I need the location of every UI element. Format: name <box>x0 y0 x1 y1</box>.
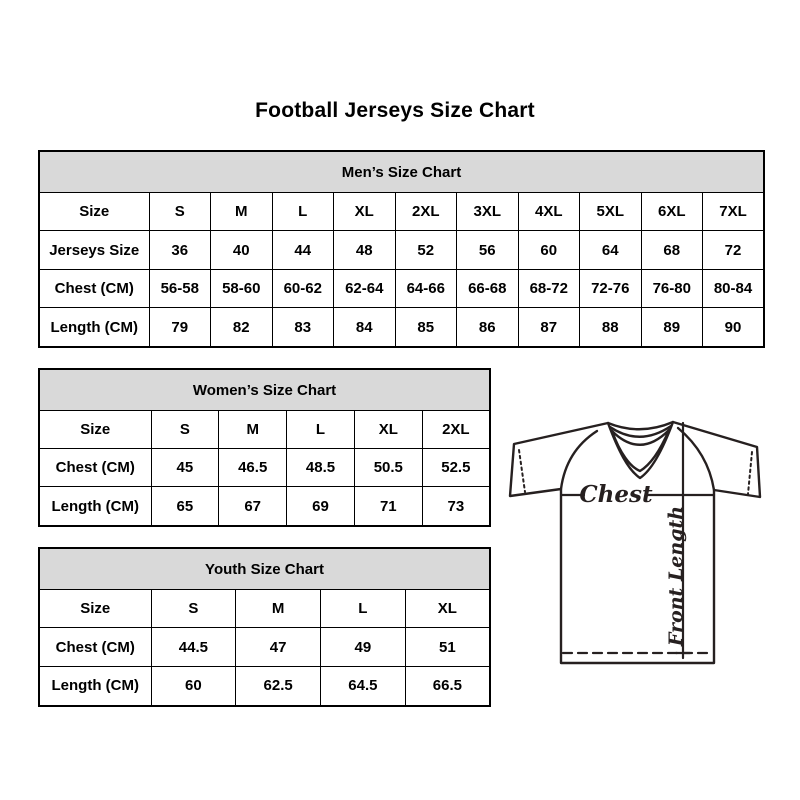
table-section-title: Women’s Size Chart <box>39 369 490 411</box>
value-cell: 49 <box>321 628 406 666</box>
table-section-title: Men’s Size Chart <box>39 151 764 193</box>
value-cell: 46.5 <box>219 449 287 487</box>
row-header-cell: Length (CM) <box>39 487 151 526</box>
value-cell: 45 <box>151 449 219 487</box>
value-cell: 7XL <box>703 193 765 231</box>
value-cell: 68 <box>641 231 703 269</box>
value-cell: 52 <box>395 231 457 269</box>
value-cell: 50.5 <box>354 449 422 487</box>
row-header-cell: Size <box>39 411 151 449</box>
value-cell: 40 <box>211 231 273 269</box>
table-row <box>39 449 490 487</box>
value-cell: 88 <box>580 308 642 347</box>
jersey-measurement-diagram <box>500 413 780 673</box>
value-cell: 89 <box>641 308 703 347</box>
row-header-cell: Chest (CM) <box>39 269 149 307</box>
value-cell: 62-64 <box>334 269 396 307</box>
table-row <box>39 411 490 449</box>
row-header-cell: Size <box>39 590 151 628</box>
front-length-label: Front Length <box>665 505 687 647</box>
value-cell: 51 <box>405 628 490 666</box>
row-header-cell: Length (CM) <box>39 666 151 706</box>
value-cell: 52.5 <box>422 449 490 487</box>
value-cell: 2XL <box>395 193 457 231</box>
page-title: Football Jerseys Size Chart <box>255 99 535 122</box>
row-header-cell: Size <box>39 193 149 231</box>
table-row <box>39 269 764 307</box>
value-cell: 48.5 <box>287 449 355 487</box>
youth-size-table <box>38 547 491 707</box>
value-cell: M <box>236 590 321 628</box>
value-cell: 66-68 <box>457 269 519 307</box>
row-header-cell: Jerseys Size <box>39 231 149 269</box>
table-section-title: Youth Size Chart <box>39 548 490 590</box>
value-cell: S <box>151 411 219 449</box>
value-cell: 84 <box>334 308 396 347</box>
table-row <box>39 628 490 666</box>
value-cell: 6XL <box>641 193 703 231</box>
value-cell: 65 <box>151 487 219 526</box>
value-cell: 87 <box>518 308 580 347</box>
value-cell: 62.5 <box>236 666 321 706</box>
table-row <box>39 487 490 526</box>
value-cell: XL <box>354 411 422 449</box>
row-header-cell: Chest (CM) <box>39 628 151 666</box>
value-cell: M <box>211 193 273 231</box>
value-cell: 64-66 <box>395 269 457 307</box>
value-cell: 60 <box>151 666 236 706</box>
jersey-outline <box>510 422 760 663</box>
value-cell: 64.5 <box>321 666 406 706</box>
value-cell: 66.5 <box>405 666 490 706</box>
value-cell: 68-72 <box>518 269 580 307</box>
value-cell: 72-76 <box>580 269 642 307</box>
table-row <box>39 193 764 231</box>
chest-label: Chest <box>579 481 653 508</box>
value-cell: 44.5 <box>151 628 236 666</box>
value-cell: 69 <box>287 487 355 526</box>
mens-size-table <box>38 150 765 348</box>
value-cell: 60-62 <box>272 269 334 307</box>
value-cell: 83 <box>272 308 334 347</box>
value-cell: 67 <box>219 487 287 526</box>
value-cell: 36 <box>149 231 211 269</box>
value-cell: 48 <box>334 231 396 269</box>
value-cell: 58-60 <box>211 269 273 307</box>
value-cell: 72 <box>703 231 765 269</box>
table-row <box>39 666 490 706</box>
value-cell: 73 <box>422 487 490 526</box>
value-cell: 90 <box>703 308 765 347</box>
value-cell: XL <box>334 193 396 231</box>
value-cell: 5XL <box>580 193 642 231</box>
value-cell: S <box>149 193 211 231</box>
table-row <box>39 231 764 269</box>
value-cell: 82 <box>211 308 273 347</box>
womens-size-table <box>38 368 491 527</box>
value-cell: 85 <box>395 308 457 347</box>
value-cell: 76-80 <box>641 269 703 307</box>
value-cell: XL <box>405 590 490 628</box>
value-cell: 79 <box>149 308 211 347</box>
row-header-cell: Chest (CM) <box>39 449 151 487</box>
value-cell: L <box>321 590 406 628</box>
value-cell: 3XL <box>457 193 519 231</box>
value-cell: 2XL <box>422 411 490 449</box>
value-cell: 56 <box>457 231 519 269</box>
row-header-cell: Length (CM) <box>39 308 149 347</box>
value-cell: 71 <box>354 487 422 526</box>
jersey-sketch <box>500 413 780 673</box>
value-cell: L <box>272 193 334 231</box>
value-cell: S <box>151 590 236 628</box>
value-cell: 60 <box>518 231 580 269</box>
value-cell: 64 <box>580 231 642 269</box>
value-cell: 86 <box>457 308 519 347</box>
value-cell: 44 <box>272 231 334 269</box>
table-row <box>39 590 490 628</box>
value-cell: 47 <box>236 628 321 666</box>
value-cell: 56-58 <box>149 269 211 307</box>
value-cell: 80-84 <box>703 269 765 307</box>
value-cell: M <box>219 411 287 449</box>
value-cell: 4XL <box>518 193 580 231</box>
table-row <box>39 308 764 347</box>
value-cell: L <box>287 411 355 449</box>
